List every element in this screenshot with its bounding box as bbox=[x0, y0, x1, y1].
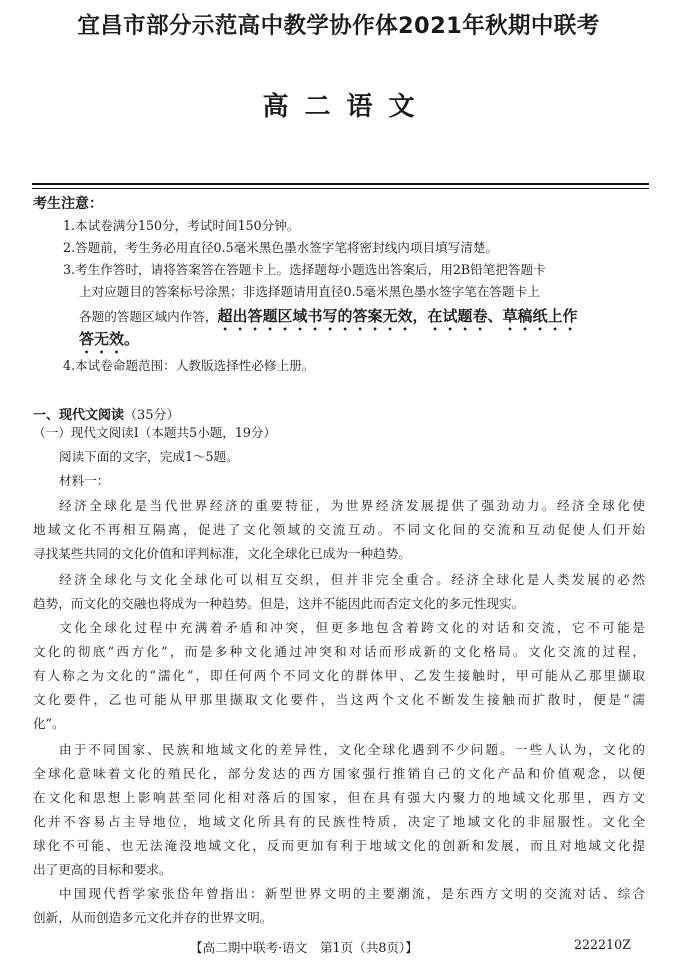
sub-section-title: （一）现代文阅读Ⅰ（本题共5小题，19分） bbox=[33, 425, 277, 440]
notice-emphasis: 超出答题区域书写的答案无效，在试题卷、草稿纸上作 bbox=[217, 307, 578, 325]
passage-line: 出了更高的目标和要求。 bbox=[33, 862, 172, 877]
subject-title: 高二语文 bbox=[262, 92, 431, 122]
passage-line: 化并不容易占主导地位，地域文化所具有的民族性特质，决定了地域文化的非屈服性。文化全 bbox=[33, 814, 645, 829]
passage-line: 经济全球化是当代世界经济的重要特征，为世界经济发展提供了强劲动力。经济全球化使 bbox=[59, 498, 645, 513]
passage-line: 寻找某些共同的文化价值和评判标准，文化全球化已成为一种趋势。 bbox=[33, 546, 411, 561]
passage-line: 中国现代哲学家张岱年曾指出：新型世界文明的主要潮流，是东西方文明的交流对话、综合 bbox=[59, 886, 645, 901]
section-points: （35分） bbox=[124, 408, 180, 423]
passage-line: 文化的彻底“西方化”，而是多种文化通过冲突和对话而形成新的文化格局。文化交流的过程， bbox=[33, 644, 645, 659]
passage-line: 由于不同国家、民族和地域文化的差异性，文化全球化遇到不少问题。一些人认为，文化的 bbox=[59, 742, 645, 757]
passage-line: 经济全球化与文化全球化可以相互交织，但并非完全重合。经济全球化是人类发展的必然 bbox=[59, 572, 645, 587]
section-title: 一、现代文阅读 bbox=[33, 408, 125, 423]
notice-item-3-cont-3 bbox=[79, 330, 139, 357]
passage-line: 在文化和思想上影响甚至同化相对落后的国家，但在具有强大内聚力的地域文化那里，西方文 bbox=[33, 790, 645, 805]
exam-title: 宜昌市部分示范高中教学协作体2021年秋期中联考 bbox=[77, 13, 600, 39]
notice-item-4: 4.本试卷命题范围：人教版选择性必修上册。 bbox=[63, 358, 315, 373]
footer-page-info: 【高二期中联考·语文 第1页（共8页）】 bbox=[190, 940, 418, 955]
passage-line: 化”。 bbox=[33, 716, 65, 731]
notice-heading: 考生注意： bbox=[33, 196, 103, 212]
notice-item-2: 2.答题前，考生务必用直径0.5毫米黑色墨水签字笔将密封线内项目填写清楚。 bbox=[63, 240, 499, 255]
footer-code: 222210Z bbox=[574, 937, 631, 952]
passage-line: 球化不可能、也无法淹没地域文化，反而更加有利于地域文化的创新和发展，而且对地域文化提 bbox=[33, 838, 645, 853]
header-divider-thin bbox=[32, 188, 649, 189]
passage-line: 创新，从而创造多元文化并存的世界文明。 bbox=[33, 910, 273, 925]
notice-item-3-cont-1: 上对应题目的答案标号涂黑；非选择题请用直径0.5毫米黑色墨水签字笔在答题卡上 bbox=[79, 284, 540, 299]
reading-instruction: 阅读下面的文字，完成1～5题。 bbox=[59, 449, 239, 464]
passage-line: 有人称之为文化的“濡化”，即任何两个不同文化的群体甲、乙发生接触时，甲可能从乙那里撷取 bbox=[33, 668, 645, 683]
notice-item-1: 1.本试卷满分150分，考试时间150分钟。 bbox=[63, 218, 300, 233]
notice-item-3: 3.考生作答时，请将答案答在答题卡上。选择题每小题选出答案后，用2B铅笔把答题卡 bbox=[63, 262, 546, 277]
passage-line: 全球化意味着文化的殖民化，部分发达的西方国家强行推销自己的文化产品和价值观念，以便 bbox=[33, 766, 645, 781]
notice-item-3-plain: 各题的答题区域内作答， bbox=[79, 309, 218, 324]
material-label: 材料一： bbox=[59, 473, 110, 488]
passage-line: 趋势，而文化的交融也将成为一种趋势。但是，这并不能因此而否定文化的多元性现实。 bbox=[33, 596, 525, 611]
header-divider-thick bbox=[32, 183, 649, 185]
passage-line: 地域文化不再相互隔离，促进了文化领域的交流互动。不同文化间的交流和互动促使人们开始 bbox=[33, 522, 645, 537]
passage-line: 文化全球化过程中充满着矛盾和冲突，但更多地包含着跨文化的对话和交流，它不可能是 bbox=[59, 620, 645, 635]
notice-item-3-cont-2 bbox=[79, 307, 578, 334]
section-heading bbox=[33, 404, 180, 423]
notice-emphasis-end: 答无效。 bbox=[79, 330, 140, 348]
passage-line: 文化要件，乙也可能从甲那里撷取文化要件，当这两个文化不断发生接触而扩散时，便是“濡 bbox=[33, 692, 645, 707]
